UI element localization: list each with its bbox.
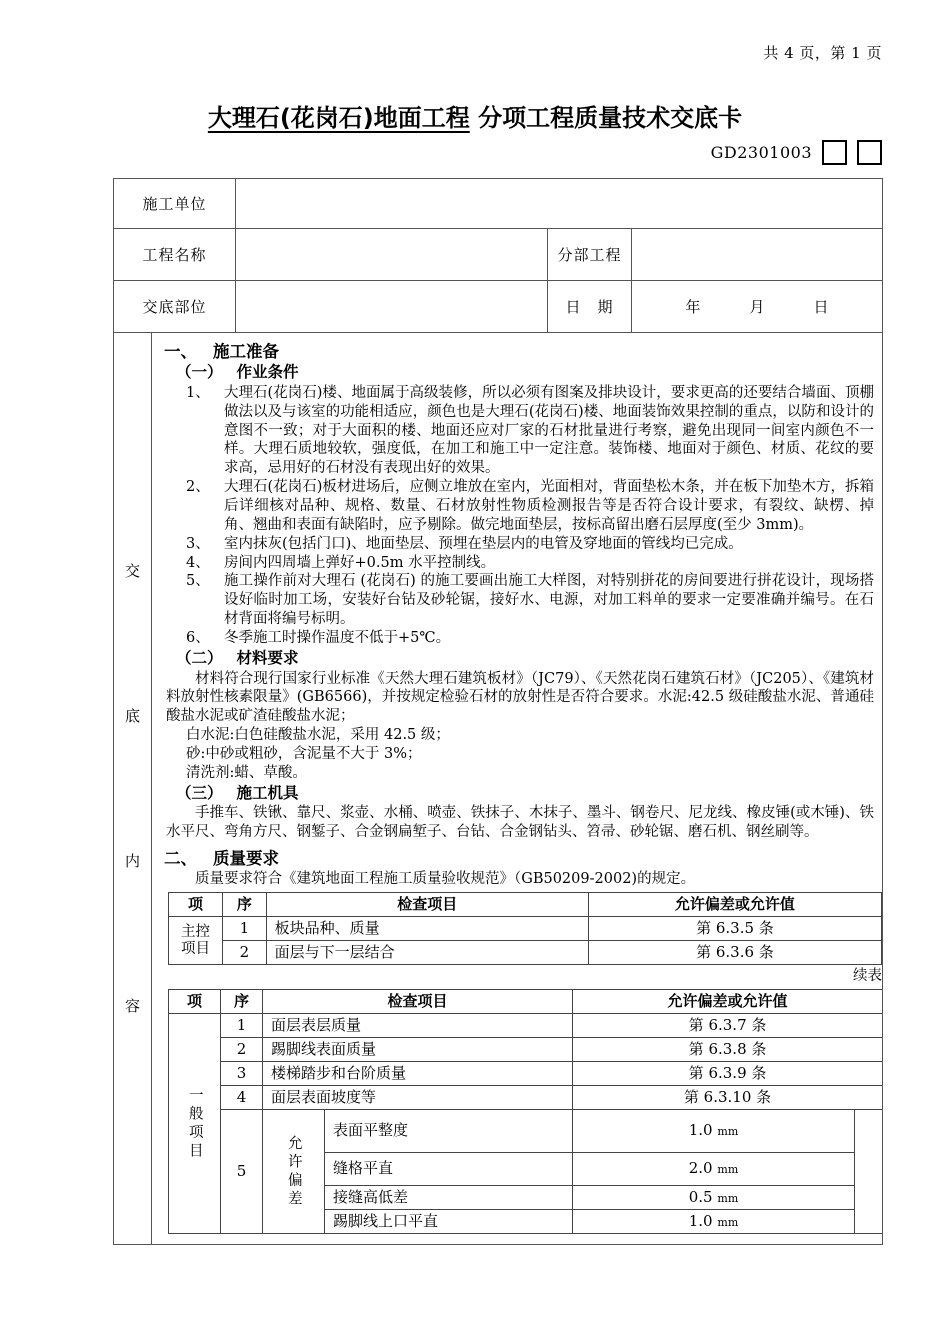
doc-code: GD2301003 <box>710 143 812 162</box>
disclosure-part-value[interactable] <box>236 281 548 333</box>
continued-label: 续表 <box>853 968 882 985</box>
table-row <box>169 1062 883 1086</box>
list-item-text: 大理石(花岗石)楼、地面属于高级装修，所以必须有图案及排块设计，要求更高的还要结合墙面、顶棚做法以及与该室的功能相适应，颜色也是大理石(花岗石)楼、地面装饰效果控制的重点，以防和设计的意图不一致；对于大面积的楼、地面还应对厂家的石材批量进行考察，避免出现同一间室内颜色不一样。大理石质地较软，强度低，在加工和施工中一定注意。装饰楼、地面对于颜色、材质、花纹的要求高，忌用好的石材没有表现出好的效果。 <box>224 384 874 477</box>
page-counter: 共 4 页，第 1 页 <box>763 44 882 62</box>
cell-value: 第 6.3.9 条 <box>573 1062 883 1086</box>
section-1-1-heading <box>176 363 874 383</box>
quality-table-general <box>168 989 883 1234</box>
title-rest: 分项工程质量技术交底卡 <box>478 104 743 132</box>
deviation-value: 2.0 <box>688 1159 713 1178</box>
cell-seq: 1 <box>223 917 267 941</box>
section-1-1-number: （一） <box>176 363 223 382</box>
project-name-value[interactable] <box>236 229 548 281</box>
deviation-unit: mm <box>717 1215 739 1229</box>
cell-seq: 2 <box>223 941 267 965</box>
cell-item: 板块品种、质量 <box>266 917 588 941</box>
section-1-number: 一、 <box>164 342 197 361</box>
cell-deviation-label <box>263 1110 325 1234</box>
deviation-value: 1.0 <box>688 1121 713 1140</box>
deviation-label-vertical: 允许偏差 <box>285 1134 302 1209</box>
cell-value <box>573 1110 855 1153</box>
section-1-heading <box>164 341 874 362</box>
table-row <box>169 941 882 965</box>
cell-value <box>573 1210 855 1234</box>
construction-unit-value[interactable] <box>236 179 883 229</box>
th-allowed-value: 允许偏差或允许值 <box>573 989 883 1013</box>
table-row <box>169 1014 883 1038</box>
cell-value: 第 6.3.8 条 <box>573 1038 883 1062</box>
side-label-char-1: 底 <box>124 706 140 725</box>
cell-seq: 2 <box>221 1038 263 1062</box>
list-item-index: 6、 <box>186 629 210 646</box>
cell-group-label <box>169 917 223 965</box>
date-label: 日 期 <box>548 281 632 333</box>
section-1-1-title: 作业条件 <box>236 363 299 382</box>
material-paragraph: 清洗剂:蜡、草酸。 <box>186 764 307 781</box>
page-title <box>0 98 950 133</box>
date-month: 月 <box>749 298 765 316</box>
doc-code-row <box>0 140 882 165</box>
cell-seq: 3 <box>221 1062 263 1086</box>
cell-seq: 5 <box>221 1110 263 1234</box>
list-item-text: 房间内四周墙上弹好+0.5m 水平控制线。 <box>224 554 496 571</box>
date-year: 年 <box>685 298 701 316</box>
cell-value: 第 6.3.5 条 <box>588 917 881 941</box>
cell-value <box>573 1153 855 1186</box>
side-label-char-2: 内 <box>124 851 140 870</box>
cell-item: 楼梯踏步和台阶质量 <box>263 1062 573 1086</box>
th-allowed-value: 允许偏差或允许值 <box>588 893 881 917</box>
cell-item: 缝格平直 <box>325 1153 573 1186</box>
cell-item: 踢脚线上口平直 <box>325 1210 573 1234</box>
title-block <box>0 98 950 133</box>
row-content <box>114 333 883 1245</box>
th-inspection-item: 检查项目 <box>266 893 588 917</box>
th-sequence: 序 <box>221 989 263 1013</box>
list-item-index: 3、 <box>186 535 210 552</box>
cell-seq: 1 <box>221 1014 263 1038</box>
list-item <box>186 384 874 478</box>
section-1-3-heading <box>176 784 874 804</box>
section-1-2-number: （二） <box>176 648 223 667</box>
material-paragraph: 材料符合现行国家行业标准《天然大理石建筑板材》（JC79）、《天然花岗石建筑石材》（JC205）、《建筑材料放射性核素限量》(GB6566)，并按规定检验石材的放射性是否符合要求。水泥:42.5 级硅酸盐水泥、普通硅酸盐水泥或矿渣硅酸盐水泥； <box>166 670 874 725</box>
list-item-index: 4、 <box>186 554 210 571</box>
project-name-label: 工程名称 <box>114 229 236 281</box>
cell-item: 表面平整度 <box>325 1110 573 1153</box>
date-value[interactable] <box>632 281 883 333</box>
section-2-number: 二、 <box>164 849 197 869</box>
deviation-value: 1.0 <box>688 1211 713 1230</box>
cell-item: 接缝高低差 <box>325 1186 573 1210</box>
row-project-name <box>114 229 883 281</box>
list-item <box>186 572 874 629</box>
deviation-value: 0.5 <box>688 1187 713 1206</box>
side-label-char-3: 容 <box>124 996 140 1015</box>
list-item <box>186 478 874 535</box>
title-underlined-part: 大理石(花岗石)地面工程 <box>207 104 470 132</box>
section-1-title: 施工准备 <box>213 342 279 361</box>
list-item-text: 冬季施工时操作温度不低于+5℃。 <box>224 629 451 646</box>
quality-table-main-control <box>168 892 882 965</box>
section-1-3-number: （三） <box>176 783 223 802</box>
side-vertical-label <box>114 333 152 1245</box>
list-item-index: 5、 <box>186 573 210 590</box>
code-checkbox-1[interactable] <box>822 140 847 165</box>
table-row <box>169 917 882 941</box>
list-item-text: 施工操作前对大理石 (花岗石) 的施工要画出施工大样图，对特别拼花的房间要进行拼花设计，现场搭设好临时加工场，安装好台钻及砂轮锯，接好水、电源，对加工料单的要求一定要准确并编号。在石材背面将编号标明。 <box>224 573 874 628</box>
division-project-label: 分部工程 <box>548 229 632 281</box>
deviation-unit: mm <box>717 1163 739 1177</box>
section-1-2-heading <box>176 649 874 669</box>
section-2-title: 质量要求 <box>213 849 279 869</box>
cell-tail-spacer <box>855 1110 883 1234</box>
th-inspection-item: 检查项目 <box>263 989 573 1013</box>
list-item-index: 1、 <box>186 384 210 401</box>
side-label-char-0: 交 <box>124 561 140 580</box>
cell-value: 第 6.3.10 条 <box>573 1086 883 1110</box>
tools-paragraph: 手推车、铁锹、靠尺、浆壶、水桶、喷壶、铁抹子、木抹子、墨斗、钢卷尺、尼龙线、橡皮锤(或木锤)、铁水平尺、弯角方尺、钢錾子、合金钢扁堑子、台钻、合金钢钻头、笤帚、砂轮锯、磨石机、钢丝刷等。 <box>166 805 874 841</box>
code-checkbox-2[interactable] <box>857 140 882 165</box>
table-header-row <box>169 989 883 1013</box>
date-day: 日 <box>813 298 829 316</box>
deviation-unit: mm <box>717 1191 739 1205</box>
cell-value <box>573 1186 855 1210</box>
row-disclosure-part <box>114 281 883 333</box>
cell-group-label <box>169 1014 221 1234</box>
cell-value: 第 6.3.6 条 <box>588 941 881 965</box>
cell-seq: 4 <box>221 1086 263 1110</box>
cell-value: 第 6.3.7 条 <box>573 1014 883 1038</box>
list-item <box>186 554 874 573</box>
list-item-text: 大理石(花岗石)板材进场后，应侧立堆放在室内，光面相对，背面垫松木条，并在板下加垫木方，拆箱后详细核对品种、规格、数量、石材放射性物质检测报告等是否符合设计要求，有裂纹、缺楞、掉角、翘曲和表面有缺陷时，应予剔除。做完地面垫层，按标高留出磨石层厚度(至少 3mm)。 <box>224 479 874 533</box>
table-row <box>169 1110 883 1153</box>
division-project-value[interactable] <box>632 229 883 281</box>
list-item-index: 2、 <box>186 479 210 496</box>
group-label-line-1: 主控 <box>181 924 211 941</box>
quality-intro: 质量要求符合《建筑地面工程施工质量验收规范》（GB50209-2002)的规定。 <box>195 871 696 888</box>
disclosure-content <box>152 333 883 1245</box>
th-sequence: 序 <box>223 893 267 917</box>
material-paragraph: 砂:中砂或粗砂，含泥量不大于 3%； <box>186 745 422 762</box>
cell-item: 面层与下一层结合 <box>266 941 588 965</box>
cell-item: 面层表层质量 <box>263 1014 573 1038</box>
section-1-3-title: 施工机具 <box>236 783 299 802</box>
group-label-vertical: 一般项目 <box>186 1086 203 1161</box>
list-item-text: 室内抹灰(包括门口)、地面垫层、预埋在垫层内的电管及穿地面的管线均已完成。 <box>224 535 743 552</box>
table-row <box>169 1038 883 1062</box>
row-construction-unit <box>114 179 883 229</box>
list-item <box>186 629 874 648</box>
list-item <box>186 535 874 554</box>
group-label-line-2: 项目 <box>181 940 211 957</box>
table-row <box>169 1086 883 1110</box>
main-form-table <box>113 178 883 1245</box>
material-paragraph: 白水泥:白色硅酸盐水泥，采用 42.5 级； <box>186 727 450 744</box>
section-2-heading <box>164 848 874 869</box>
th-category: 项 <box>169 893 223 917</box>
cell-item: 踢脚线表面质量 <box>263 1038 573 1062</box>
disclosure-part-label: 交底部位 <box>114 281 236 333</box>
deviation-unit: mm <box>717 1125 739 1139</box>
cell-item: 面层表面坡度等 <box>263 1086 573 1110</box>
table-header-row <box>169 893 882 917</box>
construction-unit-label: 施工单位 <box>114 179 236 229</box>
th-category: 项 <box>169 989 221 1013</box>
section-1-2-title: 材料要求 <box>236 648 299 667</box>
